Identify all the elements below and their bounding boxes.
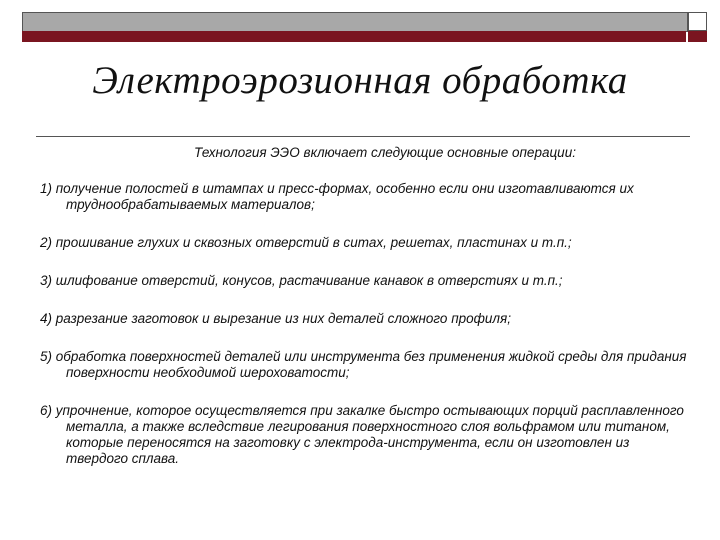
slide-body — [40, 145, 690, 489]
header-corner-box — [688, 12, 707, 31]
intro-text: Технология ЭЭО включает следующие основные операции: — [194, 145, 576, 160]
title-divider — [36, 136, 690, 137]
list-item: 4) разрезание заготовок и вырезание из них деталей сложного профиля; — [40, 311, 511, 326]
list-item: 3) шлифование отверстий, конусов, растачивание канавок в отверстиях и т.п.; — [40, 273, 563, 288]
list-item: 6) упрочнение, которое осуществляется при закалке быстро остывающих порций расплавленного металла, а также вследствие легирования поверхностного слоя вольфрамом или титаном, которые переносятся на заготовку с электрода-инструмента, если он изготовлен из твердого сплава. — [40, 403, 684, 466]
header-accent-stripe — [22, 31, 686, 42]
list-item: 1) получение полостей в штампах и пресс-формах, особенно если они изготавливаются их труднообрабатываемых материалов; — [40, 181, 634, 212]
header-gray-bar — [22, 12, 688, 32]
list-item: 2) прошивание глухих и сквозных отверстий в ситах, решетах, пластинах и т.п.; — [40, 235, 572, 250]
slide-title: Электроэрозионная обработка — [92, 59, 628, 102]
list-item: 5) обработка поверхностей деталей или инструмента без применения жидкой среды для придания поверхности необходимой шероховатости; — [40, 349, 687, 380]
header-corner-stripe — [688, 31, 707, 42]
